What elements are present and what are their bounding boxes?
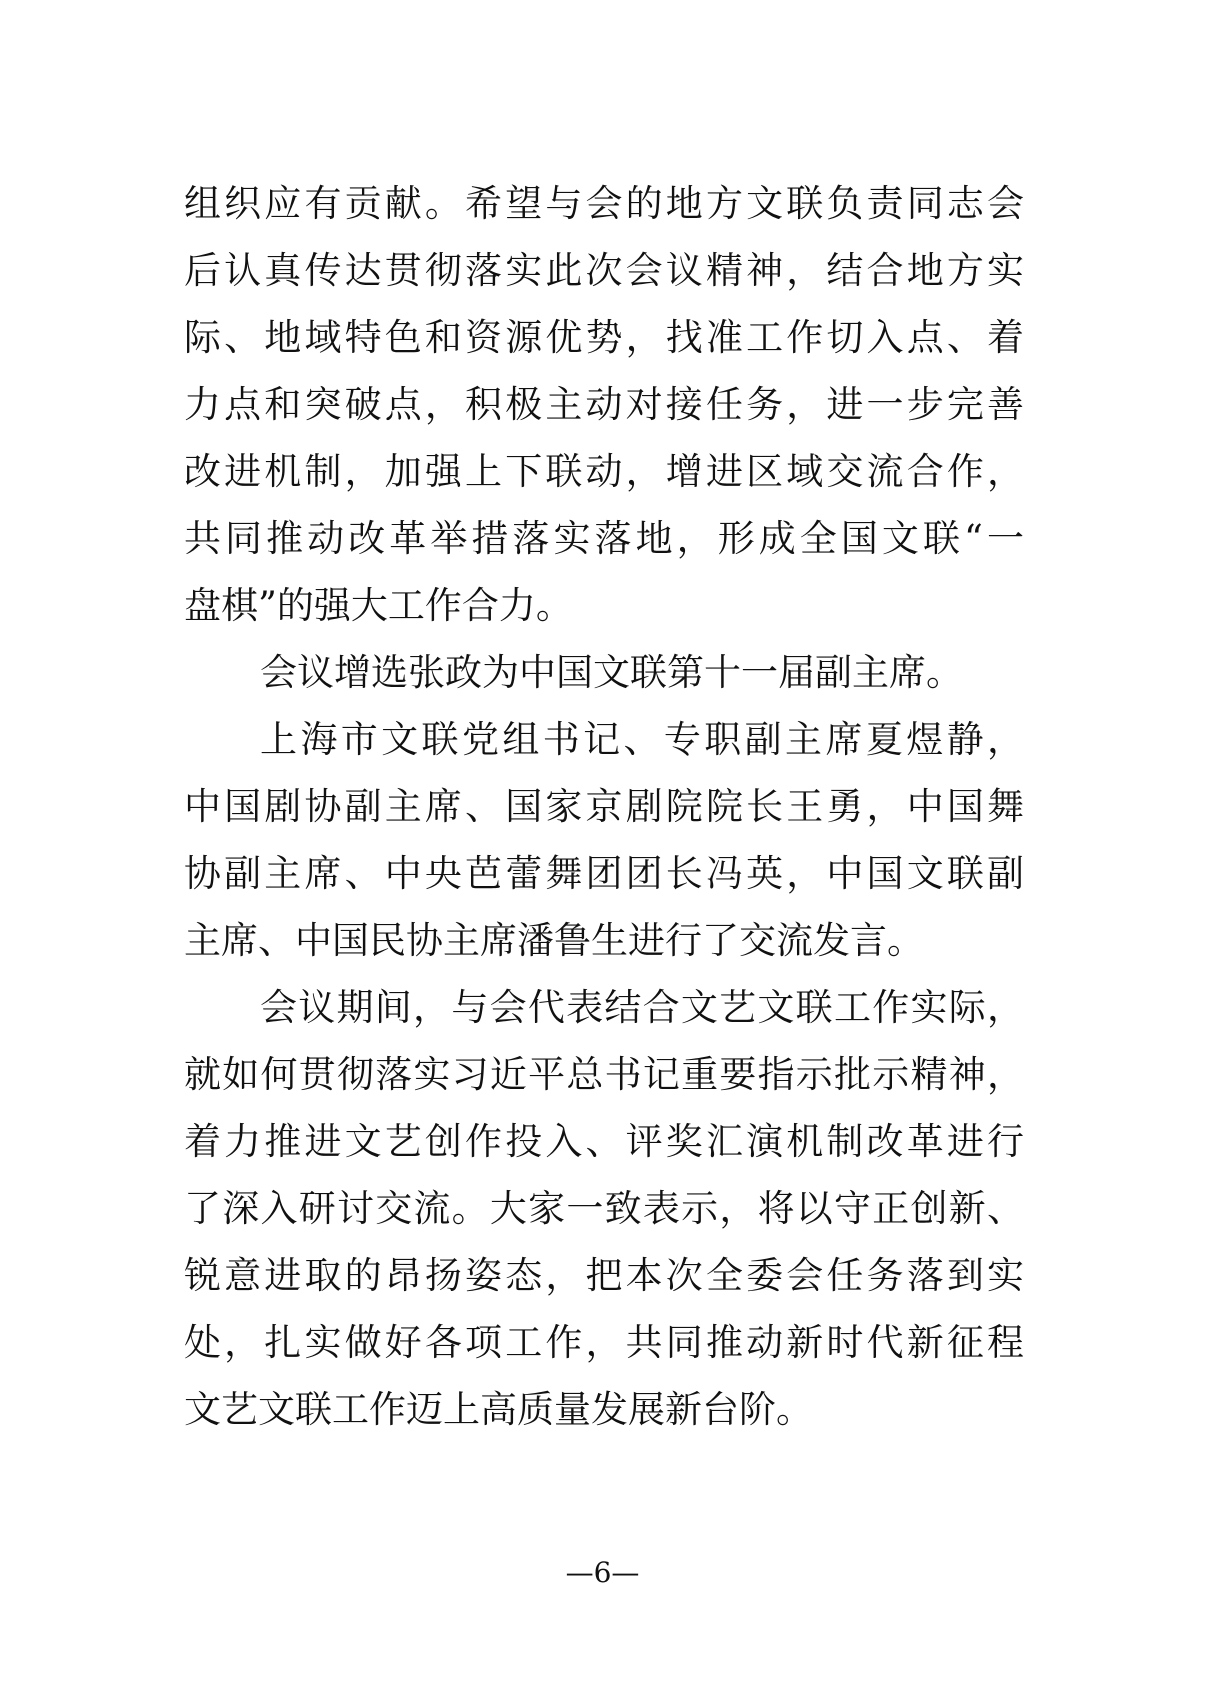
text-line: 组织应有贡献。希望与会的地方文联负责同志会 [184, 182, 1024, 225]
text-line: 文艺文联工作迈上高质量发展新台阶。 [184, 1388, 813, 1431]
text-line: 上海市文联党组书记、专职副主席夏煜静， [260, 718, 1024, 761]
paragraph [184, 639, 1024, 706]
text-line: 会议增选张政为中国文联第十一届副主席。 [260, 651, 963, 694]
text-line: 后认真传达贯彻落实此次会议精神，结合地方实 [184, 249, 1024, 292]
paragraph [184, 170, 1024, 639]
document-body [184, 170, 1024, 1443]
text-line: 改进机制，加强上下联动，增进区域交流合作， [184, 450, 1024, 493]
text-line: 主席、中国民协主席潘鲁生进行了交流发言。 [184, 919, 924, 962]
text-line: 就如何贯彻落实习近平总书记重要指示批示精神， [184, 1053, 1024, 1096]
text-line: 中国剧协副主席、国家京剧院院长王勇，中国舞 [184, 785, 1024, 828]
paragraph [184, 706, 1024, 974]
text-line: 锐意进取的昂扬姿态，把本次全委会任务落到实 [184, 1254, 1024, 1297]
text-line: 共同推动改革举措落实落地，形成全国文联“一 [184, 517, 1024, 560]
text-line: 处，扎实做好各项工作，共同推动新时代新征程 [184, 1321, 1024, 1364]
text-line: 盘棋”的强大工作合力。 [184, 584, 573, 627]
text-line: 协副主席、中央芭蕾舞团团长冯英，中国文联副 [184, 852, 1024, 895]
text-line: 会议期间，与会代表结合文艺文联工作实际， [260, 986, 1024, 1029]
text-line: 着力推进文艺创作投入、评奖汇演机制改革进行 [184, 1120, 1024, 1163]
paragraph [184, 974, 1024, 1443]
page-number: —6— [565, 1556, 640, 1589]
text-line: 了深入研讨交流。大家一致表示，将以守正创新、 [184, 1187, 1024, 1230]
text-line: 力点和突破点，积极主动对接任务，进一步完善 [184, 383, 1024, 426]
text-line: 际、地域特色和资源优势，找准工作切入点、着 [184, 316, 1024, 359]
